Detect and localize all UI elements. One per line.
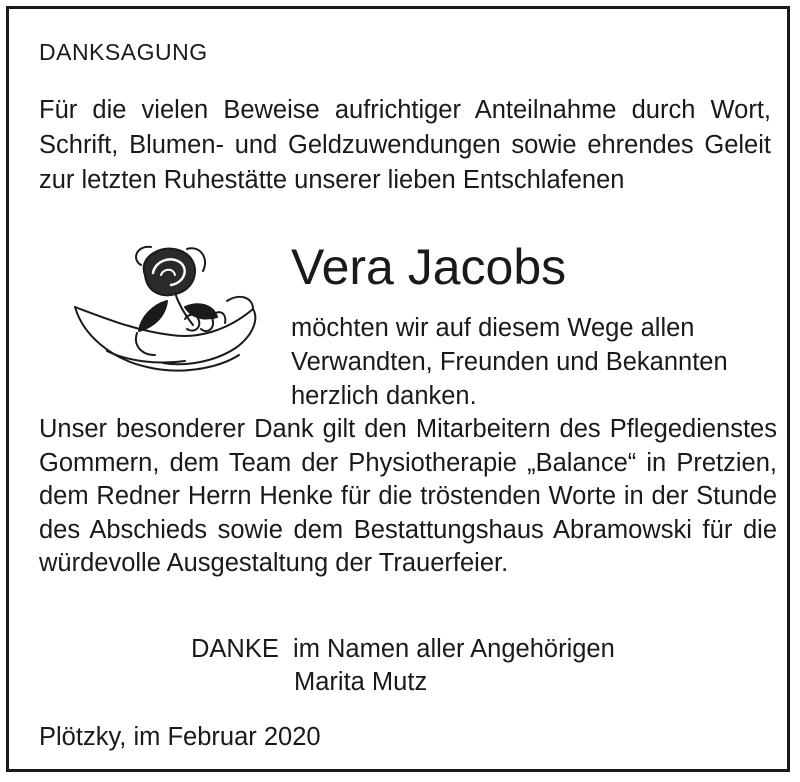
deceased-name: Vera Jacobs [291,239,567,295]
closing-line: DANKE im Namen aller Angehörigen [191,635,615,663]
intro-text: Für die vielen Beweise aufrichtiger Anteilnahme durch Wort, Schrift, Blumen- und Geldzuwendungen sowie ehrendes Geleit zur letzten Ruhestätte unserer lieben Entschlafenen [39,96,771,194]
gratitude-line: möchten wir auf diesem Wege allen [291,314,695,342]
gratitude-text [291,311,771,413]
gratitude-line: Verwandten, Freunden und Bekannten [291,348,728,376]
heading: DANKSAGUNG [39,39,208,65]
obituary-card [6,6,790,772]
special-thanks-text: Unser besonderer Dank gilt den Mitarbeitern des Pflegedienstes Gommern, dem Team der Physiotherapie „Balance“ in Pretzien, dem Redner Herrn Henke für die tröstenden Worte in der Stunde des Abschieds sowie dem Bestattungshaus Abramowski für die würdevolle Ausgestaltung der Trauerfeier. [39,415,777,577]
place-date: Plötzky, im Februar 2020 [39,723,321,751]
gratitude-line: herzlich danken. [291,382,477,410]
rose-in-hands-icon [67,235,267,395]
signatory: Marita Mutz [294,668,428,696]
